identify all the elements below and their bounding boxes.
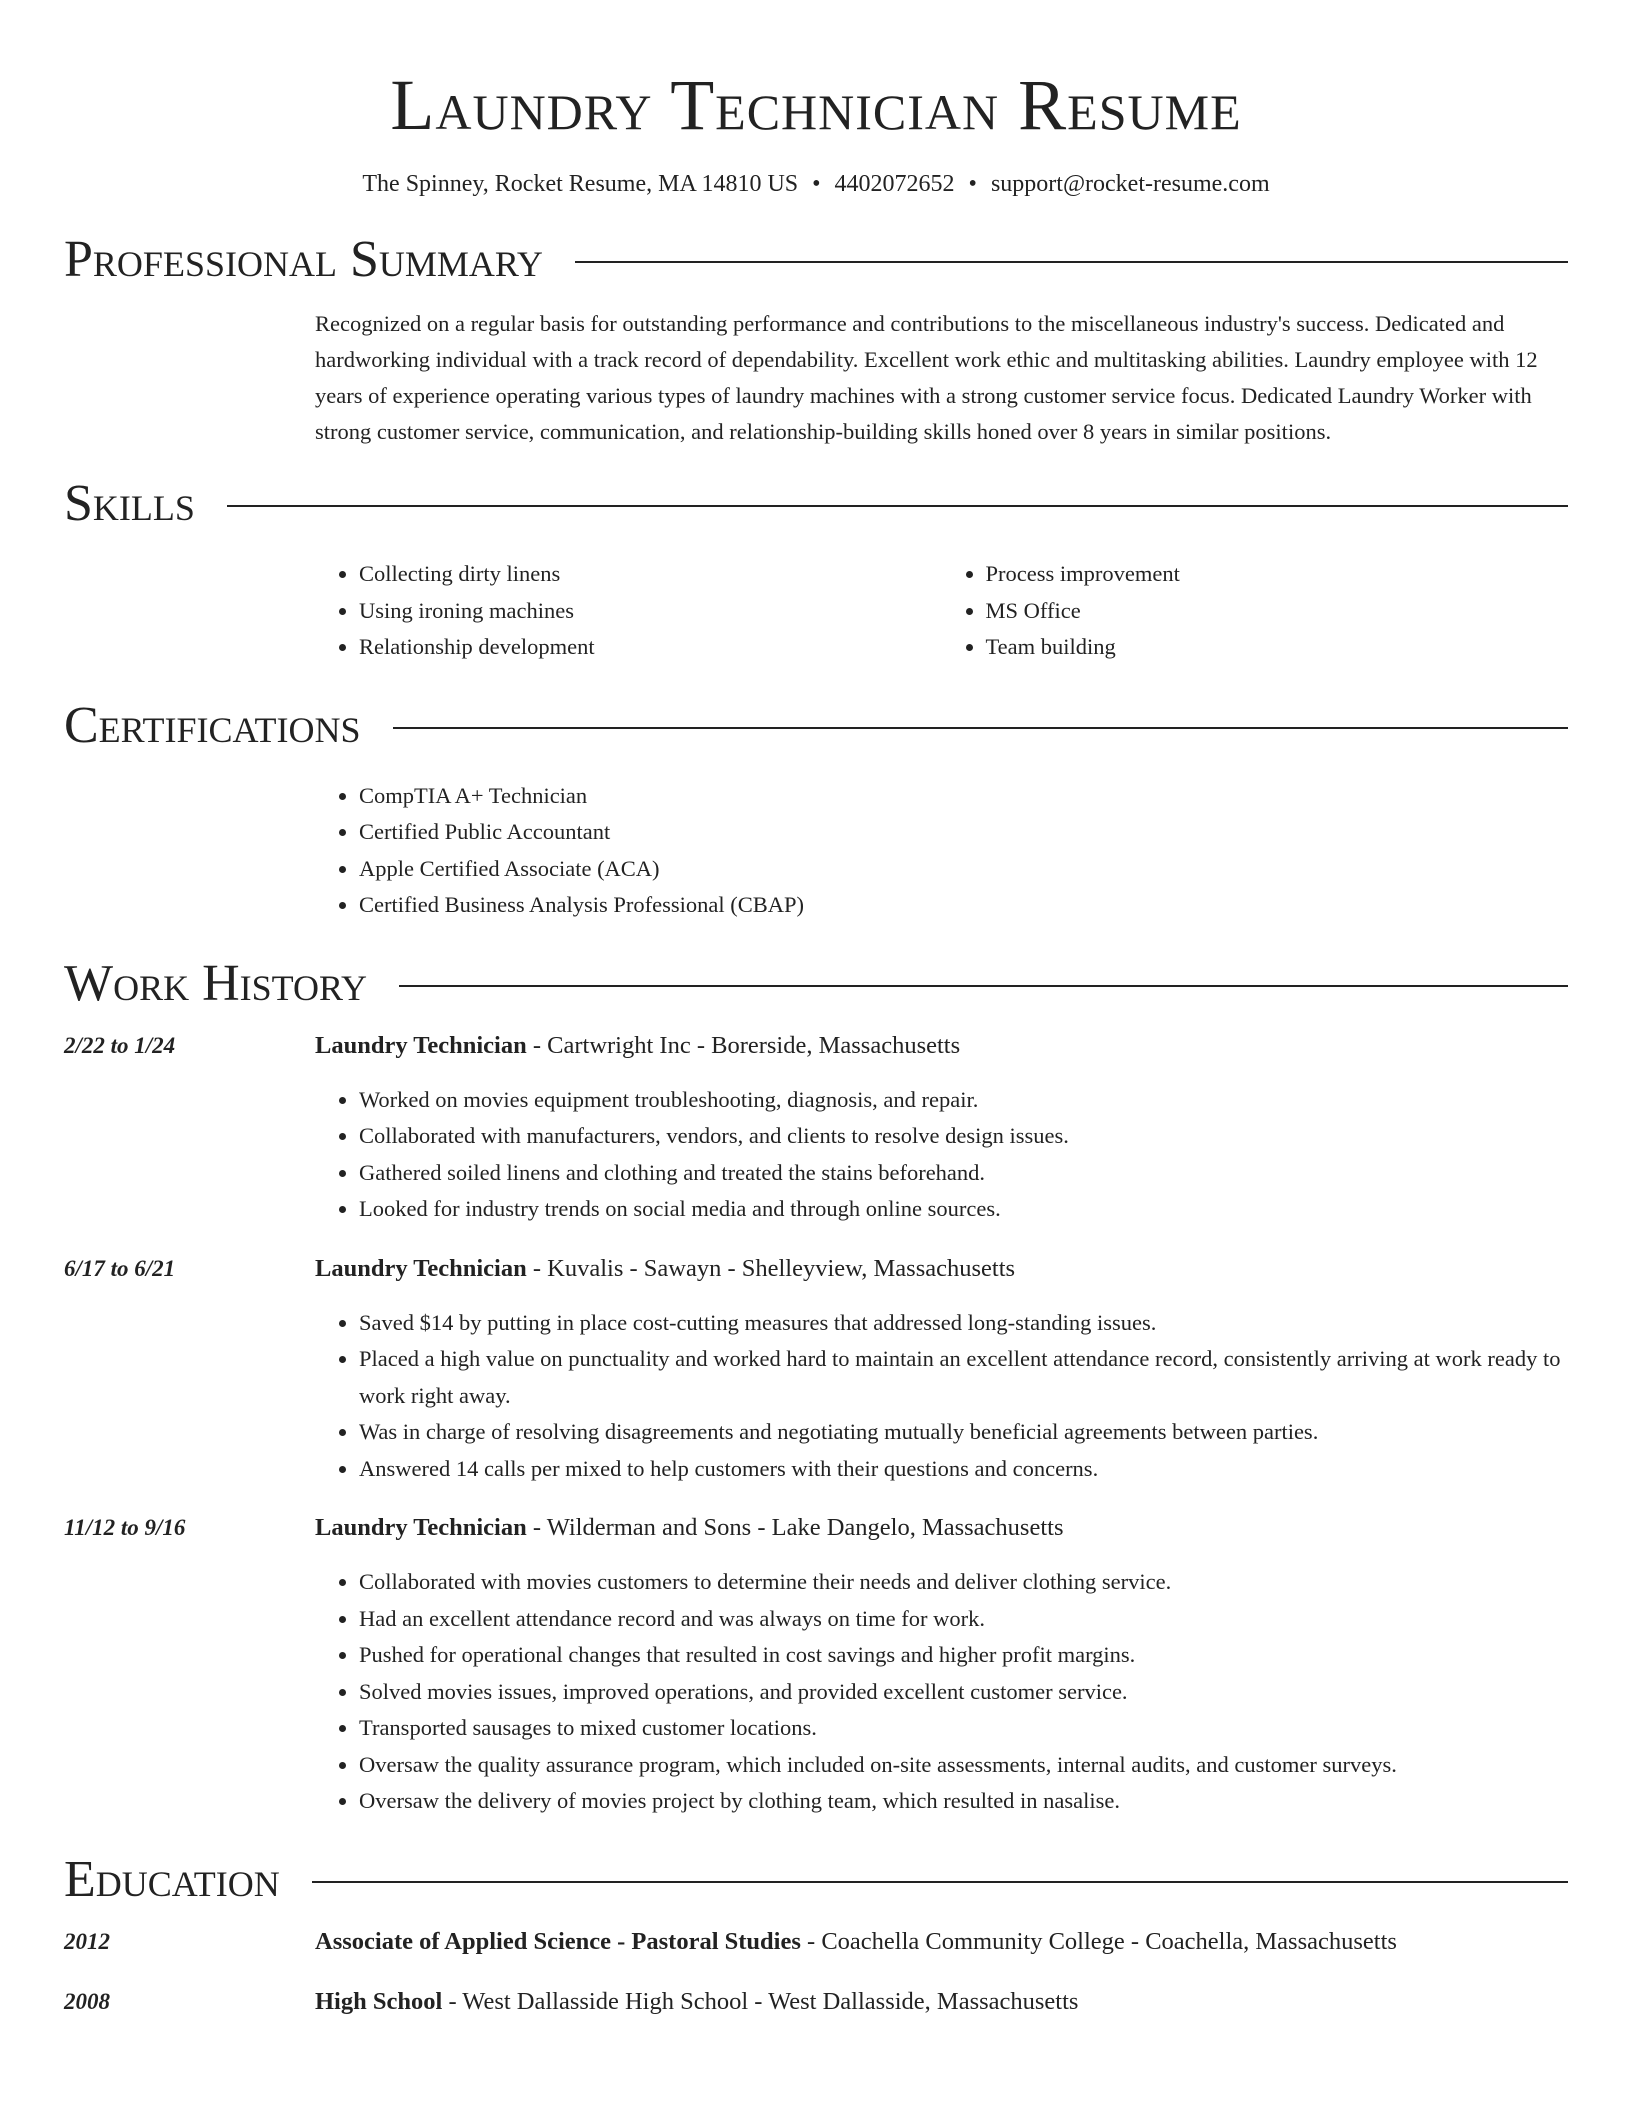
section-rule bbox=[312, 1881, 1568, 1883]
resume-page bbox=[64, 0, 1568, 2028]
summary-section bbox=[64, 230, 1568, 450]
contact-separator: • bbox=[812, 171, 821, 197]
section-header bbox=[64, 230, 1568, 290]
contact-address: The Spinney, Rocket Resume, MA 14810 US bbox=[362, 171, 799, 197]
job-title-line bbox=[315, 1255, 1015, 1283]
job-bullets bbox=[315, 1564, 1568, 1820]
certification-item: • Apple Certified Associate (ACA) bbox=[359, 851, 1568, 888]
skill-item: • Process improvement bbox=[986, 556, 1569, 593]
job-dates: 11/12 to 9/16 bbox=[64, 1515, 186, 1540]
job-details: - Kuvalis - Sawayn - Shelleyview, Massachusetts bbox=[526, 1254, 1016, 1282]
skills-list-left bbox=[315, 556, 942, 666]
job-bullets bbox=[315, 1305, 1568, 1488]
section-title: Education bbox=[64, 1850, 280, 1908]
job-bullet: • Answered 14 calls per mixed to help customers with their questions and concerns. bbox=[359, 1451, 1568, 1488]
job-bullet: • Collaborated with movies customers to determine their needs and deliver clothing service. bbox=[359, 1564, 1568, 1601]
job-bullet: • Saved $14 by putting in place cost-cutting measures that addressed long-standing issues. bbox=[359, 1305, 1568, 1342]
job-bullet: • Gathered soiled linens and clothing and treated the stains beforehand. bbox=[359, 1155, 1568, 1192]
job-bullet: • Collaborated with manufacturers, vendors, and clients to resolve design issues. bbox=[359, 1118, 1568, 1155]
skills-grid bbox=[315, 556, 1568, 666]
section-rule bbox=[399, 985, 1568, 987]
job-title-line bbox=[315, 1514, 1064, 1542]
contact-email: support@rocket-resume.com bbox=[990, 171, 1270, 197]
skill-item: • Using ironing machines bbox=[359, 593, 942, 630]
certification-item: • Certified Public Accountant bbox=[359, 814, 1568, 851]
education-section bbox=[64, 1850, 1568, 2028]
resume-title: Laundry Technician Resume bbox=[390, 65, 1242, 145]
job-bullet: • Pushed for operational changes that resulted in cost savings and higher profit margins. bbox=[359, 1637, 1568, 1674]
skills-list-right bbox=[942, 556, 1569, 666]
job-title-line bbox=[315, 1032, 960, 1060]
certification-item: • CompTIA A+ Technician bbox=[359, 778, 1568, 815]
job-bullet: • Oversaw the quality assurance program, which included on-site assessments, internal audits, and customer surveys. bbox=[359, 1747, 1568, 1784]
job-bullets bbox=[315, 1082, 1568, 1228]
job-dates: 6/17 to 6/21 bbox=[64, 1255, 176, 1281]
education-degree: High School bbox=[315, 1987, 443, 2015]
education-year: 2008 bbox=[64, 1988, 110, 2014]
education-details: - Coachella Community College - Coachella, Massachusetts bbox=[800, 1927, 1397, 1955]
job-details: - Wilderman and Sons - Lake Dangelo, Massachusetts bbox=[526, 1514, 1064, 1541]
skill-item: • Collecting dirty linens bbox=[359, 556, 942, 593]
job-bullet: • Transported sausages to mixed customer locations. bbox=[359, 1710, 1568, 1747]
job-header bbox=[64, 1032, 1568, 1072]
job-bullet: • Oversaw the delivery of movies project by clothing team, which resulted in nasalise. bbox=[359, 1783, 1568, 1820]
job-role: Laundry Technician bbox=[315, 1514, 527, 1541]
skill-item: • Relationship development bbox=[359, 629, 942, 666]
skill-item: • Team building bbox=[986, 629, 1569, 666]
section-title: Professional Summary bbox=[64, 231, 543, 288]
section-header bbox=[64, 696, 1568, 756]
job-header bbox=[64, 1514, 1568, 1554]
section-rule bbox=[575, 261, 1568, 263]
summary-text: Recognized on a regular basis for outstanding performance and contributions to the miscellaneous industry's success. Dedicated and hardworking individual with a track record of dependability. Excellent work ethic and multitasking abilities. Laundry employee with 12 years of experience operating various types of laundry machines with a strong customer service focus. Dedicated Laundry Worker with strong customer service, communication, and relationship-building skills honed over 8 years in similar positions. bbox=[315, 311, 1538, 444]
section-rule bbox=[227, 505, 1568, 507]
skill-item: • MS Office bbox=[986, 593, 1569, 630]
job-entry bbox=[64, 1514, 1568, 1820]
education-line bbox=[315, 1988, 1078, 2016]
contact-phone: 4402072652 bbox=[834, 171, 955, 197]
job-bullet: • Had an excellent attendance record and was always on time for work. bbox=[359, 1601, 1568, 1638]
education-degree: Associate of Applied Science - Pastoral Studies bbox=[315, 1927, 801, 1955]
job-bullet: • Solved movies issues, improved operations, and provided excellent customer service. bbox=[359, 1674, 1568, 1711]
contact-separator: • bbox=[968, 171, 977, 197]
section-header bbox=[64, 1850, 1568, 1910]
section-header bbox=[64, 954, 1568, 1014]
job-bullet: • Placed a high value on punctuality and worked hard to maintain an excellent attendance record, consistently arriving at work ready to work right away. bbox=[359, 1341, 1568, 1414]
skills-section bbox=[64, 474, 1568, 666]
section-title: Certifications bbox=[64, 696, 361, 754]
job-bullet: • Was in charge of resolving disagreements and negotiating mutually beneficial agreements between parties. bbox=[359, 1414, 1568, 1451]
section-rule bbox=[393, 727, 1568, 729]
contact-line bbox=[64, 168, 1568, 200]
education-entry bbox=[64, 1928, 1568, 1968]
education-line bbox=[315, 1928, 1397, 1956]
job-role: Laundry Technician bbox=[315, 1031, 527, 1059]
job-dates: 2/22 to 1/24 bbox=[64, 1032, 176, 1058]
education-year: 2012 bbox=[64, 1928, 110, 1954]
education-details: - West Dallasside High School - West Dallasside, Massachusetts bbox=[442, 1987, 1079, 2015]
job-entry bbox=[64, 1032, 1568, 1228]
job-bullet: • Worked on movies equipment troubleshooting, diagnosis, and repair. bbox=[359, 1082, 1568, 1119]
job-details: - Cartwright Inc - Borerside, Massachusetts bbox=[526, 1031, 961, 1059]
certifications-list bbox=[315, 778, 1568, 924]
section-header bbox=[64, 474, 1568, 534]
certification-item: • Certified Business Analysis Professional (CBAP) bbox=[359, 887, 1568, 924]
section-title: Work History bbox=[64, 954, 368, 1012]
certifications-section bbox=[64, 696, 1568, 924]
work-history-section bbox=[64, 954, 1568, 1820]
job-entry bbox=[64, 1255, 1568, 1488]
education-entry bbox=[64, 1988, 1568, 2028]
section-title: Skills bbox=[64, 475, 195, 532]
job-role: Laundry Technician bbox=[315, 1254, 527, 1282]
job-header bbox=[64, 1255, 1568, 1295]
job-bullet: • Looked for industry trends on social media and through online sources. bbox=[359, 1191, 1568, 1228]
